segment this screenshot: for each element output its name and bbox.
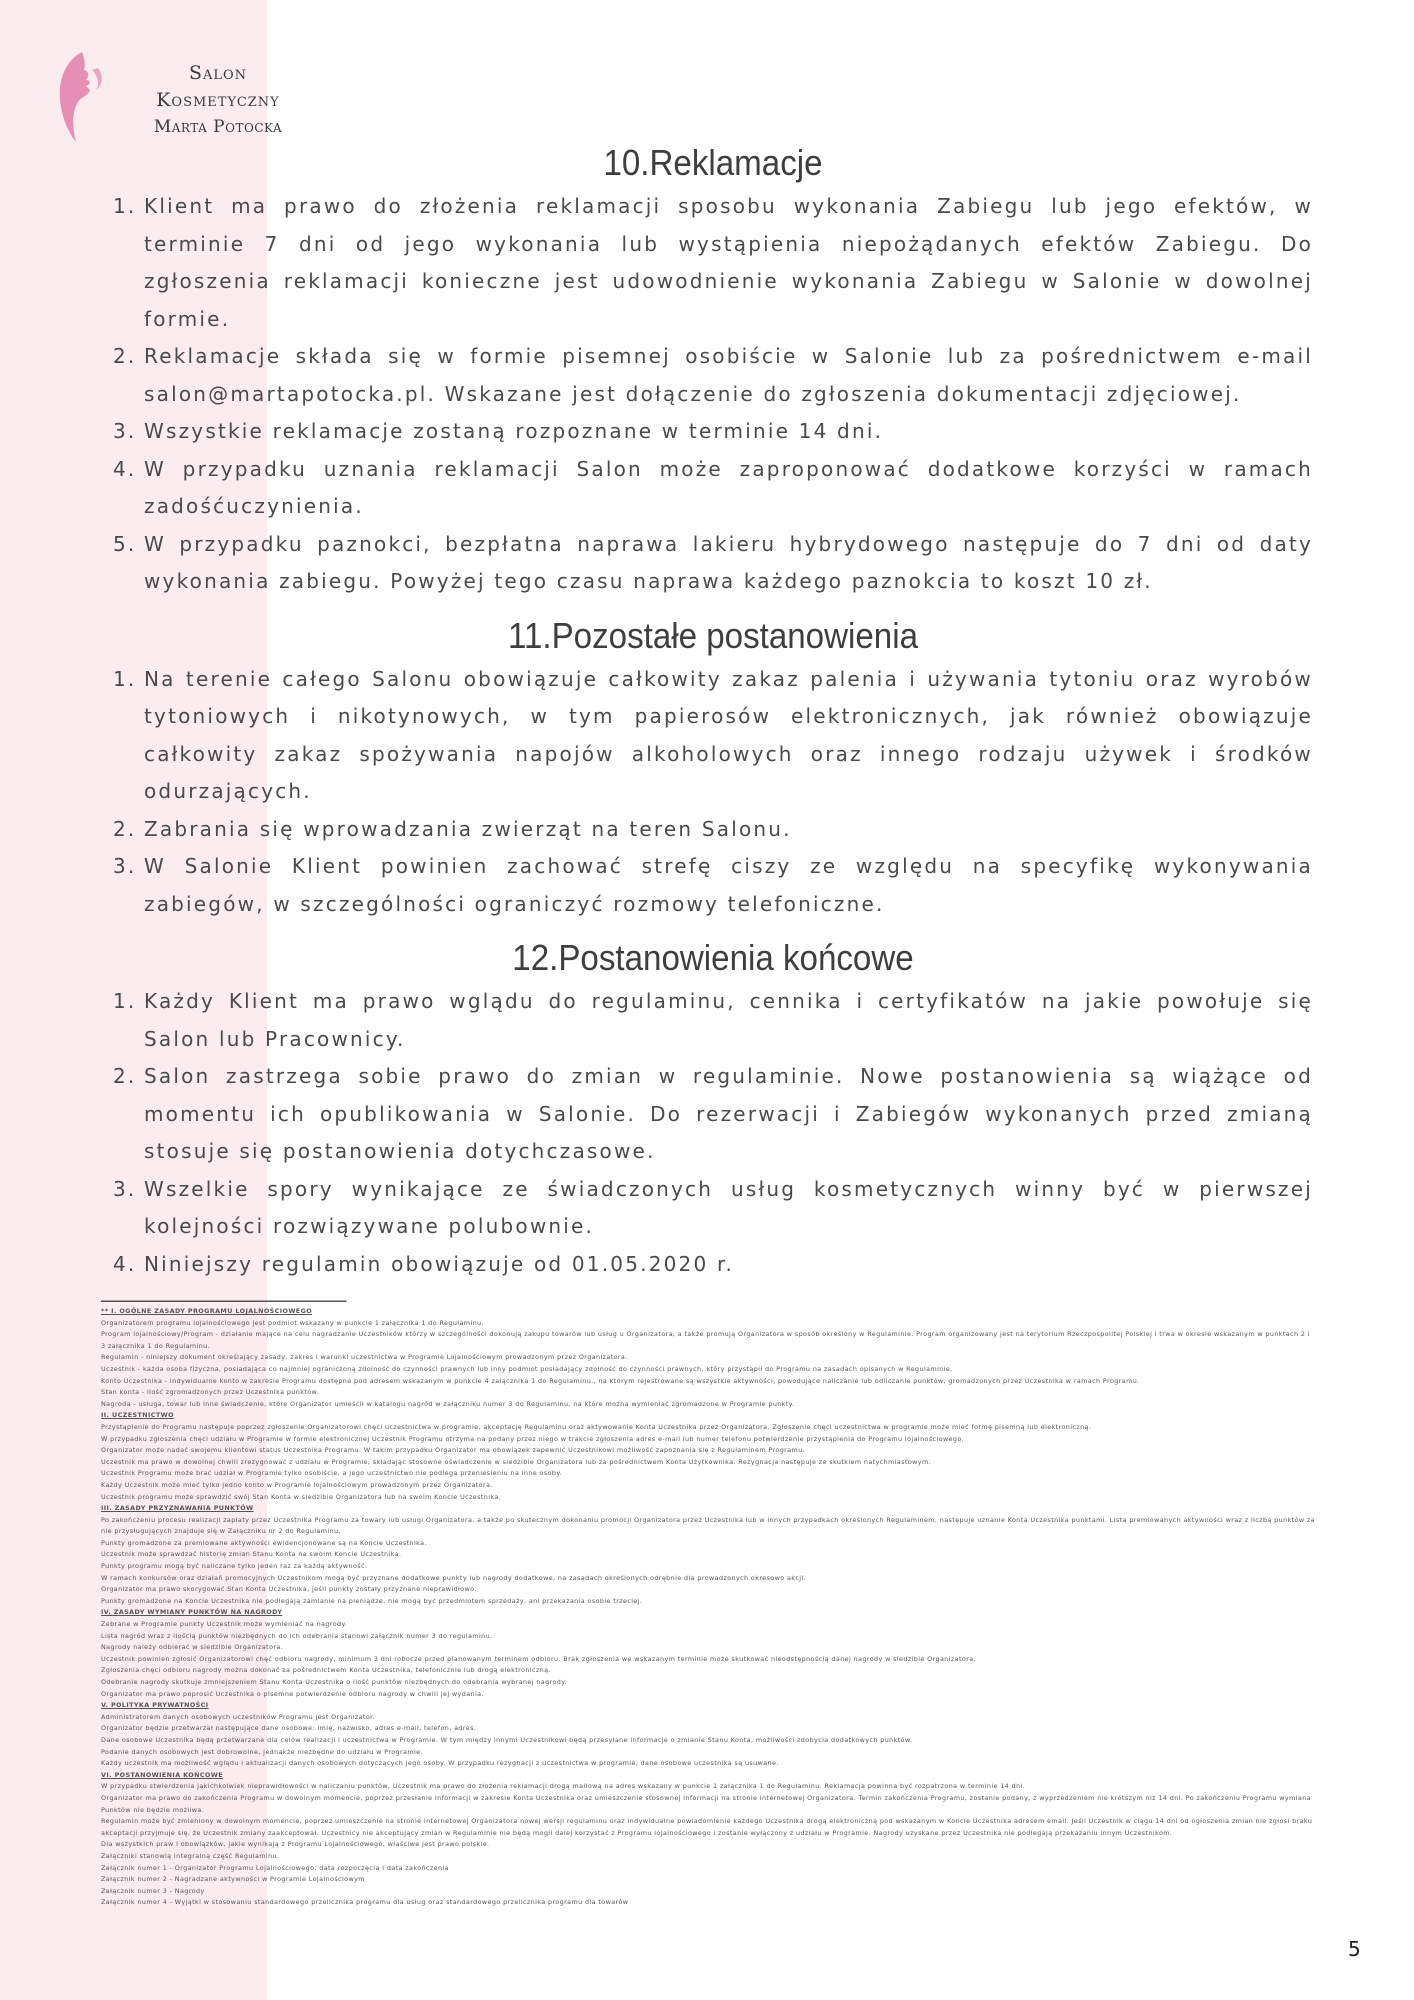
footnote-line: Uczestnik Programu może brać udział w Programie tylko osobiście, a jego uczestnictwo nie podlega przeniesieniu na inne osoby.	[101, 1469, 563, 1478]
footnote-line: Załącznik numer 4 - Wyjątki w stosowaniu standardowego przelicznika programu dla usług oraz standardowego przelicznika programu dla towarów	[101, 1898, 629, 1907]
footnote-line: Zgłoszenia chęci odbioru nagrody można dokonać za pośrednictwem Konta Uczestnika, telefonicznie lub drogą elektroniczną.	[101, 1666, 551, 1675]
footnote-line: W przypadku zgłoszenia chęci udziału w Programie w formie elektronicznej Uczestnik Programu otrzyma na podany przez niego w trakcie zgłoszenia adres e-mail lub numer telefonu potwierdzenie przystąpienia do Programu lojalnościowego.	[101, 1434, 964, 1443]
reklamacje-list	[113, 188, 1313, 601]
footnote-line: Załącznik numer 1 - Organizator Programu Lojalnościowego, data rozpoczęcia i data zakończenia	[101, 1863, 449, 1872]
list-item	[113, 983, 1313, 1058]
item-text: Wszystkie reklamacje zostaną rozpoznane w terminie 14 dni.	[144, 419, 884, 443]
footnote-line: Nagrody należy odbierać w siedzibie Organizatora.	[101, 1643, 284, 1652]
item-text: Wszelkie spory wynikające ze świadczonych usług kosmetycznych winny być w pierwszej kolejności rozwiązywane polubownie.	[144, 1176, 1313, 1238]
woman-profile-icon	[52, 50, 112, 145]
footnote-line: Punkty programu mogą być naliczane tylko jeden raz za każdą aktywność.	[101, 1562, 368, 1571]
logo-line-salon: Salon	[188, 62, 248, 84]
footnote-line: Uczestnik może sprawdzać historię zmian Stanu Konta na swoim Koncie Uczestnika.	[101, 1550, 402, 1559]
section-title-reklamacje: 10.Reklamacje	[603, 142, 823, 183]
item-text: W przypadku uznania reklamacji Salon może zaproponować dodatkowe korzyści w ramach zadośćuczynienia.	[144, 456, 1313, 518]
footnote-line: Odebranie nagrody skutkuje zmniejszeniem Stanu Konta Uczestnika o ilość punktów niezbędnych do odebrania wybranej nagrody.	[101, 1678, 567, 1686]
footnote-line: Administratorem danych osobowych uczestników Programu jest Organizator.	[101, 1712, 376, 1721]
section-title-koncowe: 12.Postanowienia końcowe	[512, 937, 914, 978]
salon-logo	[52, 50, 283, 150]
footnote-heading: II. UCZESTNICTWO	[101, 1411, 174, 1420]
footnote-heading: V. POLITYKA PRYWATNOŚCI	[101, 1701, 209, 1710]
footnote-line: W ramach konkursów oraz działań promocyjnych Uczestnikom mogą być przyznane dodatkowe punkty lub nagrody dodatkowe, na zasadach określonych odrębnie dla prowadzonych okresowo akcji.	[101, 1573, 807, 1582]
item-number: 4.	[113, 1251, 137, 1276]
item-number: 1.	[113, 194, 137, 218]
footnote-heading: VI. POSTANOWIENIA KOŃCOWE	[101, 1770, 223, 1779]
list-item	[113, 338, 1313, 413]
item-text: Na terenie całego Salonu obowiązuje całkowity zakaz palenia i używania tytoniu oraz wyrobów tytoniowych i nikotynowych, w tym papierosów elektronicznych, jak również obowiązuje całkowity zakaz spożywania napojów alkoholowych oraz innego rodzaju używek i środków odurzających.	[144, 666, 1313, 803]
footnote-line: Organizatorem programu lojalnościowego jest podmiot wskazany w punkcie 1 załącznika 1 do Regulaminu.	[101, 1318, 484, 1327]
footnote-line: Konto Uczestnika - indywidualne konto w zakresie Programu dostępne pod adresem wskazanym w punkcie 4 załącznika 1 do Regulaminu., na którym rejestrowane są wszystkie aktywności, powodujące naliczanie lub odliczanie punktów, gromadzonych przez Uczestnika w ramach Programu.	[101, 1376, 1140, 1385]
item-text: Reklamacje składa się w formie pisemnej osobiście w Salonie lub za pośrednictwem e-mail salon@martapotocka.pl. Wskazane jest dołączenie do zgłoszenia dokumentacji zdjęciowej.	[144, 344, 1313, 406]
footnote-line: Uczestnik programu może sprawdzić swój Stan Konta w siedzibie Organizatora lub na swoim Koncie Uczestnika.	[101, 1492, 502, 1501]
footnotes-block	[101, 1306, 1316, 1909]
item-text: Każdy Klient ma prawo wglądu do regulaminu, cennika i certyfikatów na jakie powołuje się Salon lub Pracownicy.	[144, 989, 1313, 1051]
footnote-line: Lista nagród wraz z ilością punktów niezbędnych do ich odebrania stanowi załącznik numer 3 do regulaminu.	[101, 1631, 493, 1640]
footnote-line: Organizator będzie przetwarzał następujące dane osobowe: imię, nazwisko, adres e-mail, telefon, adres.	[101, 1724, 477, 1733]
item-number: 5.	[113, 531, 137, 556]
item-number: 3.	[113, 419, 137, 443]
footnote-line: Każdy uczestnik ma możliwość wglądu i aktualizacji danych osobowych dotyczących jego osoby. W przypadku rezygnacji z uczestnictwa w programie, dane osobowe uczestnika są usuwane.	[101, 1759, 779, 1768]
item-number: 2.	[113, 816, 137, 841]
item-text: W Salonie Klient powinien zachować strefę ciszy ze względu na specyfikę wykonywania zabiegów, w szczególności ograniczyć rozmowy telefoniczne.	[144, 854, 1313, 916]
list-item	[113, 1246, 1313, 1284]
footnote-line: Punkty gromadzone za premiowane aktywności ewidencjonowane są na Koncie Uczestnika.	[101, 1538, 427, 1547]
footnote-line: Przystąpienie do Programu następuje poprzez zgłoszenie Organizatorowi chęci uczestnictwa w programie, akceptację Regulaminu oraz aktywowanie Konta Uczestnika przez Organizatora. Zgłoszenie chęci uczestnictwa w programie może mieć formę pisemną lub elektroniczną.	[101, 1422, 1092, 1431]
item-text: Niniejszy regulamin obowiązuje od 01.05.2020 r.	[144, 1251, 735, 1276]
page-number: 5	[1348, 1937, 1361, 1961]
footnote-line: Uczestnik powinien zgłosić Organizatorowi chęć odbioru nagrody, minimum 3 dni robocze przed planowanym terminem odbioru. Brak zgłoszenia we wskazanym terminie może skutkować nieodstępnością danej nagrody w siedzibie Organizatora.	[101, 1654, 976, 1663]
footnote-heading: ** I. OGÓLNE ZASADY PROGRAMU LOJALNOŚCIOWEGO	[101, 1307, 313, 1315]
footnote-line: Dla wszystkich praw i obowiązków, jakie wynikają z Programu Lojalnościowego, właściwe jest prawo polskie.	[101, 1840, 490, 1849]
footnote-line: Załącznik numer 3 - Nagrody	[101, 1886, 205, 1895]
logo-line-kosmetyczny: Kosmetyczny	[156, 89, 280, 111]
footnote-line: Uczestnik ma prawo w dowolnej chwili zrezygnować z udziału w Programie, składając stosowne oświadczenie w siedzibie Organizatora lub za pośrednictwem Konta Użytkownika. Rezygnacja następuje ze skutkiem natychmiastowym.	[101, 1457, 932, 1466]
item-text: Salon zastrzega sobie prawo do zmian w regulaminie. Nowe postanowienia są wiążące od momentu ich opublikowania w Salonie. Do rezerwacji i Zabiegów wykonanych przed zmianą stosuje się postanowienia dotychczasowe.	[144, 1064, 1313, 1163]
footnote-heading: III. ZASADY PRZYZNAWANIA PUNKTÓW	[101, 1504, 254, 1513]
footnote-line: Podanie danych osobowych jest dobrowolne, jednakże niezbędne do udziału w Programie.	[101, 1747, 423, 1756]
regulations-content	[113, 138, 1313, 1283]
item-number: 2.	[113, 344, 137, 368]
footnote-line: Punkty gromadzone na Koncie Uczestnika nie podlegają zamianie na pieniądze, nie mogą być przedmiotem sprzedaży, ani przekazania osobie trzeciej.	[101, 1596, 643, 1605]
pozostale-list	[113, 661, 1313, 924]
list-item	[113, 811, 1313, 849]
footnote-line: Nagroda - usługa, towar lub inne świadczenie, które Organizator umieścił w katalogu nagród w załączniku numer 3 do Regulaminu, na które można wymieniać zgromadzone w Programie punkty.	[101, 1399, 795, 1408]
section-title-pozostale: 11.Pozostałe postanowienia	[507, 614, 918, 656]
footnote-line: Organizator ma prawo do zakończenia Programu w dowolnym momencie, poprzez przesłanie informacji w zakresie Konta Uczestnika oraz umieszczenie stosownej informacji na stronie internetowej Organizatora. Termin zakończenia Programu, zostanie podany, z wyprzedzeniem nie krótszym niż 14 dni. Po zakończeniu Programu wymiana Punktów nie będzie możliwa.	[101, 1793, 1311, 1814]
list-item	[113, 413, 1313, 451]
list-item	[113, 661, 1313, 811]
item-number: 4.	[113, 456, 137, 481]
item-number: 1.	[113, 989, 137, 1013]
footnote-line: Każdy Uczestnik może mieć tylko jedno konto w Programie lojalnościowym prowadzonym przez Organizatora.	[101, 1480, 493, 1489]
footnote-line: Po zakończeniu procesu realizacji zapłaty przez Uczestnika Programu za towary lub usługi Organizatora, a także po skutecznym dokonaniu promocji Organizatora przez Uczestnika lub w innych przypadkach określonych Regulaminem, następuje uznanie Konta Uczestnika punktami. Lista premiowanych aktywności wraz z liczbą punktów za nie przysługujących znajduje się w Załączniku nr 2 do Regulaminu.	[101, 1515, 1315, 1536]
item-text: W przypadku paznokci, bezpłatna naprawa lakieru hybrydowego następuje do 7 dni od daty wykonania zabiegu. Powyżej tego czasu naprawa każdego paznokcia to koszt 10 zł.	[144, 531, 1313, 593]
footnote-line: Organizator może nadać swojemu klientowi status Uczestnika Programu. W takim przypadku Organizator ma obowiązek zapewnić Uczestnikowi możliwość zapoznania się z Regulaminem Programu.	[101, 1446, 806, 1455]
item-number: 3.	[113, 1176, 137, 1201]
footnote-line: Zebrane w Programie punkty Uczestnik może wymieniać na nagrody.	[101, 1620, 348, 1629]
footnote-line: Regulamin - niniejszy dokument określający zasady, zakres i warunki uczestnictwa w Programie Lojalnościowym prowadzonym przez Organizatora.	[101, 1353, 628, 1362]
footnote-line: Program lojalnościowy/Program - działanie mające na celu nagradzanie Uczestników którzy w szczególności dokonują zakupu towarów lub usług u Organizatora, a także promują Organizatora w sposób określony w Regulaminie. Program organizowany jest na terytorium Rzeczpospolitej Polskiej i trwa w okresie wskazanym w punktach 2 i 3 załącznika 1 do Regulaminu.	[101, 1330, 1310, 1350]
list-item	[113, 188, 1313, 338]
footnote-line: Organizator ma prawo skorygować Stan Konta Uczestnika, jeśli punkty zostały przyznane nieprawidłowo.	[101, 1585, 477, 1594]
footnote-line: Załącznik numer 2 - Nagradzane aktywności w Programie Lojalnościowym	[101, 1875, 365, 1884]
list-item	[113, 526, 1313, 601]
footnote-line: Załączniki stanowią integralną część Regulaminu.	[101, 1851, 280, 1860]
item-text: Zabrania się wprowadzania zwierząt na teren Salonu.	[144, 816, 792, 841]
item-number: 3.	[113, 854, 137, 878]
list-item	[113, 451, 1313, 526]
footnote-divider: ______________________________	[101, 1283, 345, 1302]
koncowe-list	[113, 983, 1313, 1283]
item-number: 1.	[113, 666, 137, 691]
list-item	[113, 1171, 1313, 1246]
footnote-heading: IV. ZASADY WYMIANY PUNKTÓW NA NAGRODY	[101, 1608, 283, 1617]
footnote-line: Organizator ma prawo poprosić Uczestnika o pisemne potwierdzenie odbioru nagrody w chwili jej wydania.	[101, 1689, 484, 1698]
logo-line-owner: Marta Potocka	[153, 117, 283, 137]
footnote-line: W przypadku stwierdzenia jakichkolwiek nieprawidłowości w naliczaniu punktów, Uczestnik ma prawo do złożenia reklamacji drogą mailową na adres wskazany w punkcie 1 załącznika 1 do Regulaminu. Reklamacja powinna być rozpatrzona w terminie 14 dni.	[101, 1782, 1026, 1791]
item-text: Klient ma prawo do złożenia reklamacji sposobu wykonania Zabiegu lub jego efektów, w terminie 7 dni od jego wykonania lub wystąpienia niepożądanych efektów Zabiegu. Do zgłoszenia reklamacji konieczne jest udowodnienie wykonania Zabiegu w Salonie w dowolnej formie.	[144, 194, 1313, 331]
footnote-line: Stan konta - ilość zgromadzonych przez Uczestnika punktów.	[101, 1388, 319, 1397]
footnote-line: Dane osobowe Uczestnika będą przetwarzane dla celów realizacji i uczestnictwa w Programie. W tym między innymi Uczestnikowi będą przesyłane informacje o zmianie Stanu Konta, możliwości zdobycia dodatkowych punktów.	[101, 1735, 913, 1744]
list-item	[113, 1058, 1313, 1171]
list-item	[113, 848, 1313, 923]
footnote-line: Regulamin może być zmieniony w dowolnym momencie, poprzez umieszczenie na stronie internetowej Organizatora nowej wersji regulaminu oraz indywidualne powiadomienie każdego Uczestnika drogą elektroniczną pod wskazanym w Koncie Uczestnika adresem email. Jeśli Uczestnik w ciągu 14 dni od ogłoszenia zmian nie zgłosi braku akceptacji przyjmuje się, że Uczestnik zmiany zaakceptował. Uczestnicy nie akceptujący zmian w Regulaminie nie będą mogli dalej korzystać z Programu lojalnościowego i zostanie wyłączony z udziału w Programie. Nagrody uzyskane przez Uczestnika nie podlegają przekazaniu innym Uczestnikom.	[101, 1817, 1313, 1837]
footnote-line: Uczestnik - każda osoba fizyczna, posiadająca co najmniej ograniczoną zdolność do czynności prawnych lub inny podmiot posiadający zdolność do czynności prawnych, który przystąpił do Programu na zasadach opisanych w Regulaminie.	[101, 1364, 953, 1373]
item-number: 2.	[113, 1064, 137, 1088]
